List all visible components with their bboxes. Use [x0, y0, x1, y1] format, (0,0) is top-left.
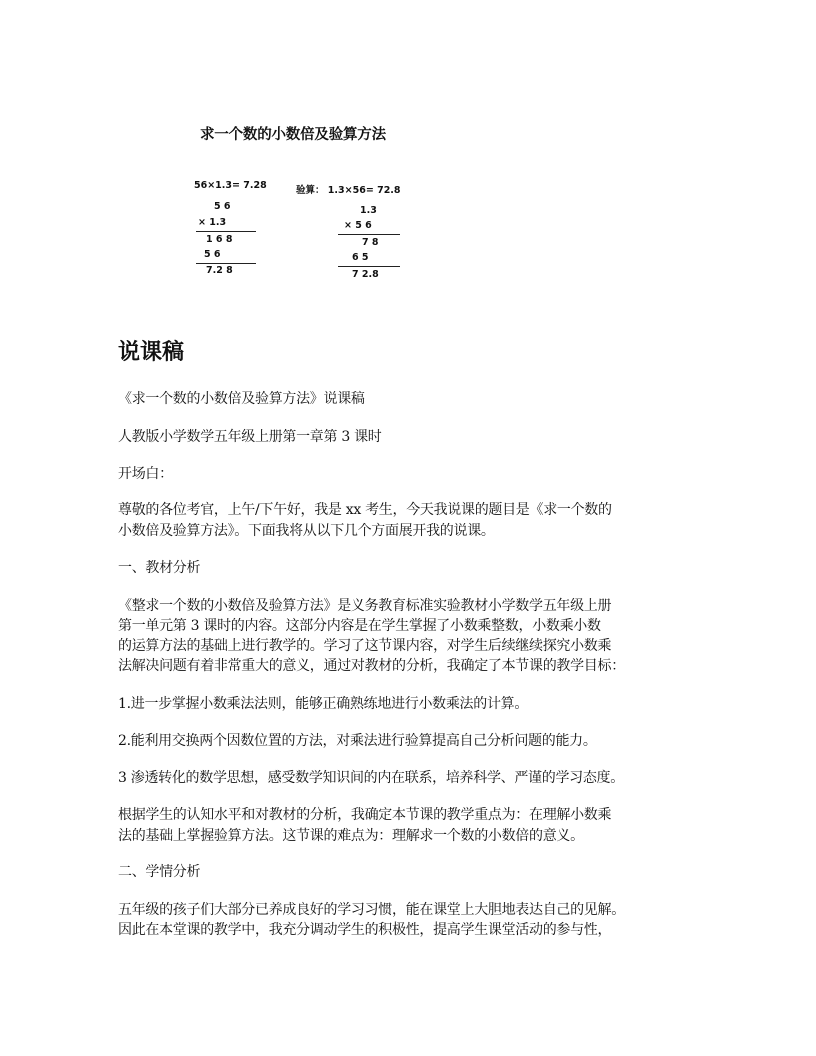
paragraph-line: 3 渗透转化的数学思想，感受数学知识间的内在联系，培养科学、严谨的学习态度。 — [118, 770, 624, 786]
right-equation: 验算： 1.3×56= 72.8 — [296, 185, 401, 196]
right-row-1: 1.3 — [360, 205, 377, 216]
paragraph-line: 五年级的孩子们大部分已养成良好的学习习惯，能在课堂上大胆地表达自己的见解。 — [118, 902, 625, 918]
paragraph-line: 2.能利用交换两个因数位置的方法，对乘法进行验算提高自己分析问题的能力。 — [118, 733, 597, 749]
left-row-5: 7.2 8 — [206, 265, 233, 276]
paragraph-line: 《求一个数的小数倍及验算方法》说课稿 — [118, 391, 365, 407]
paragraph-line: 根据学生的认知水平和对教材的分析，我确定本节课的教学重点为：在理解小数乘 — [118, 807, 612, 823]
left-row-3: 1 6 8 — [206, 234, 233, 245]
paragraph-line: 1.进一步掌握小数乘法法则，能够正确熟练地进行小数乘法的计算。 — [118, 696, 529, 712]
paragraph-line: 小数倍及验算方法》。下面我将从以下几个方面展开我的说课。 — [118, 523, 495, 539]
paragraph-line: 因此在本堂课的教学中，我充分调动学生的积极性，提高学生课堂活动的参与性， — [118, 922, 612, 938]
document-heading: 说课稿 — [118, 340, 185, 365]
right-calculation — [296, 182, 420, 282]
calculation-figure — [180, 118, 420, 288]
left-rule-1 — [196, 231, 256, 232]
paragraph-line: 尊敬的各位考官，上午/下午好，我是 xx 考生，今天我说课的题目是《求一个数的 — [118, 502, 612, 518]
right-rule-1 — [338, 234, 400, 235]
paragraph-line: 开场白： — [118, 466, 173, 482]
left-row-4: 5 6 — [204, 249, 221, 260]
paragraph-line: 法解决问题有着非常重大的意义，通过对教材的分析，我确定了本节课的教学目标： — [118, 658, 625, 674]
right-row-4: 6 5 — [352, 252, 369, 263]
left-row-1: 5 6 — [214, 201, 231, 212]
paragraph-line: 《整求一个数的小数倍及验算方法》是义务教育标准实验教材小学数学五年级上册 — [118, 598, 612, 614]
figure-title: 求一个数的小数倍及验算方法 — [200, 127, 386, 143]
left-rule-2 — [196, 263, 256, 264]
left-calculation — [194, 180, 304, 280]
paragraph-line: 人教版小学数学五年级上册第一章第 3 课时 — [118, 429, 382, 445]
paragraph-line: 二、学情分析 — [118, 864, 201, 880]
right-row-5: 7 2.8 — [352, 269, 379, 280]
paragraph-line: 第一单元第 3 课时的内容。这部分内容是在学生掌握了小数乘整数，小数乘小数 — [118, 618, 601, 634]
right-row-3: 7 8 — [362, 237, 379, 248]
paragraph-line: 法的基础上掌握验算方法。这节课的难点为：理解求一个数的小数倍的意义。 — [118, 828, 584, 844]
paragraph-line: 的运算方法的基础上进行教学的。学习了这节课内容，对学生后续继续探究小数乘 — [118, 638, 612, 654]
right-rule-2 — [338, 266, 400, 267]
left-equation: 56×1.3= 7.28 — [194, 180, 267, 191]
left-row-2: × 1.3 — [198, 217, 227, 228]
right-row-2: × 5 6 — [344, 220, 372, 231]
paragraph-line: 一、教材分析 — [118, 560, 201, 576]
